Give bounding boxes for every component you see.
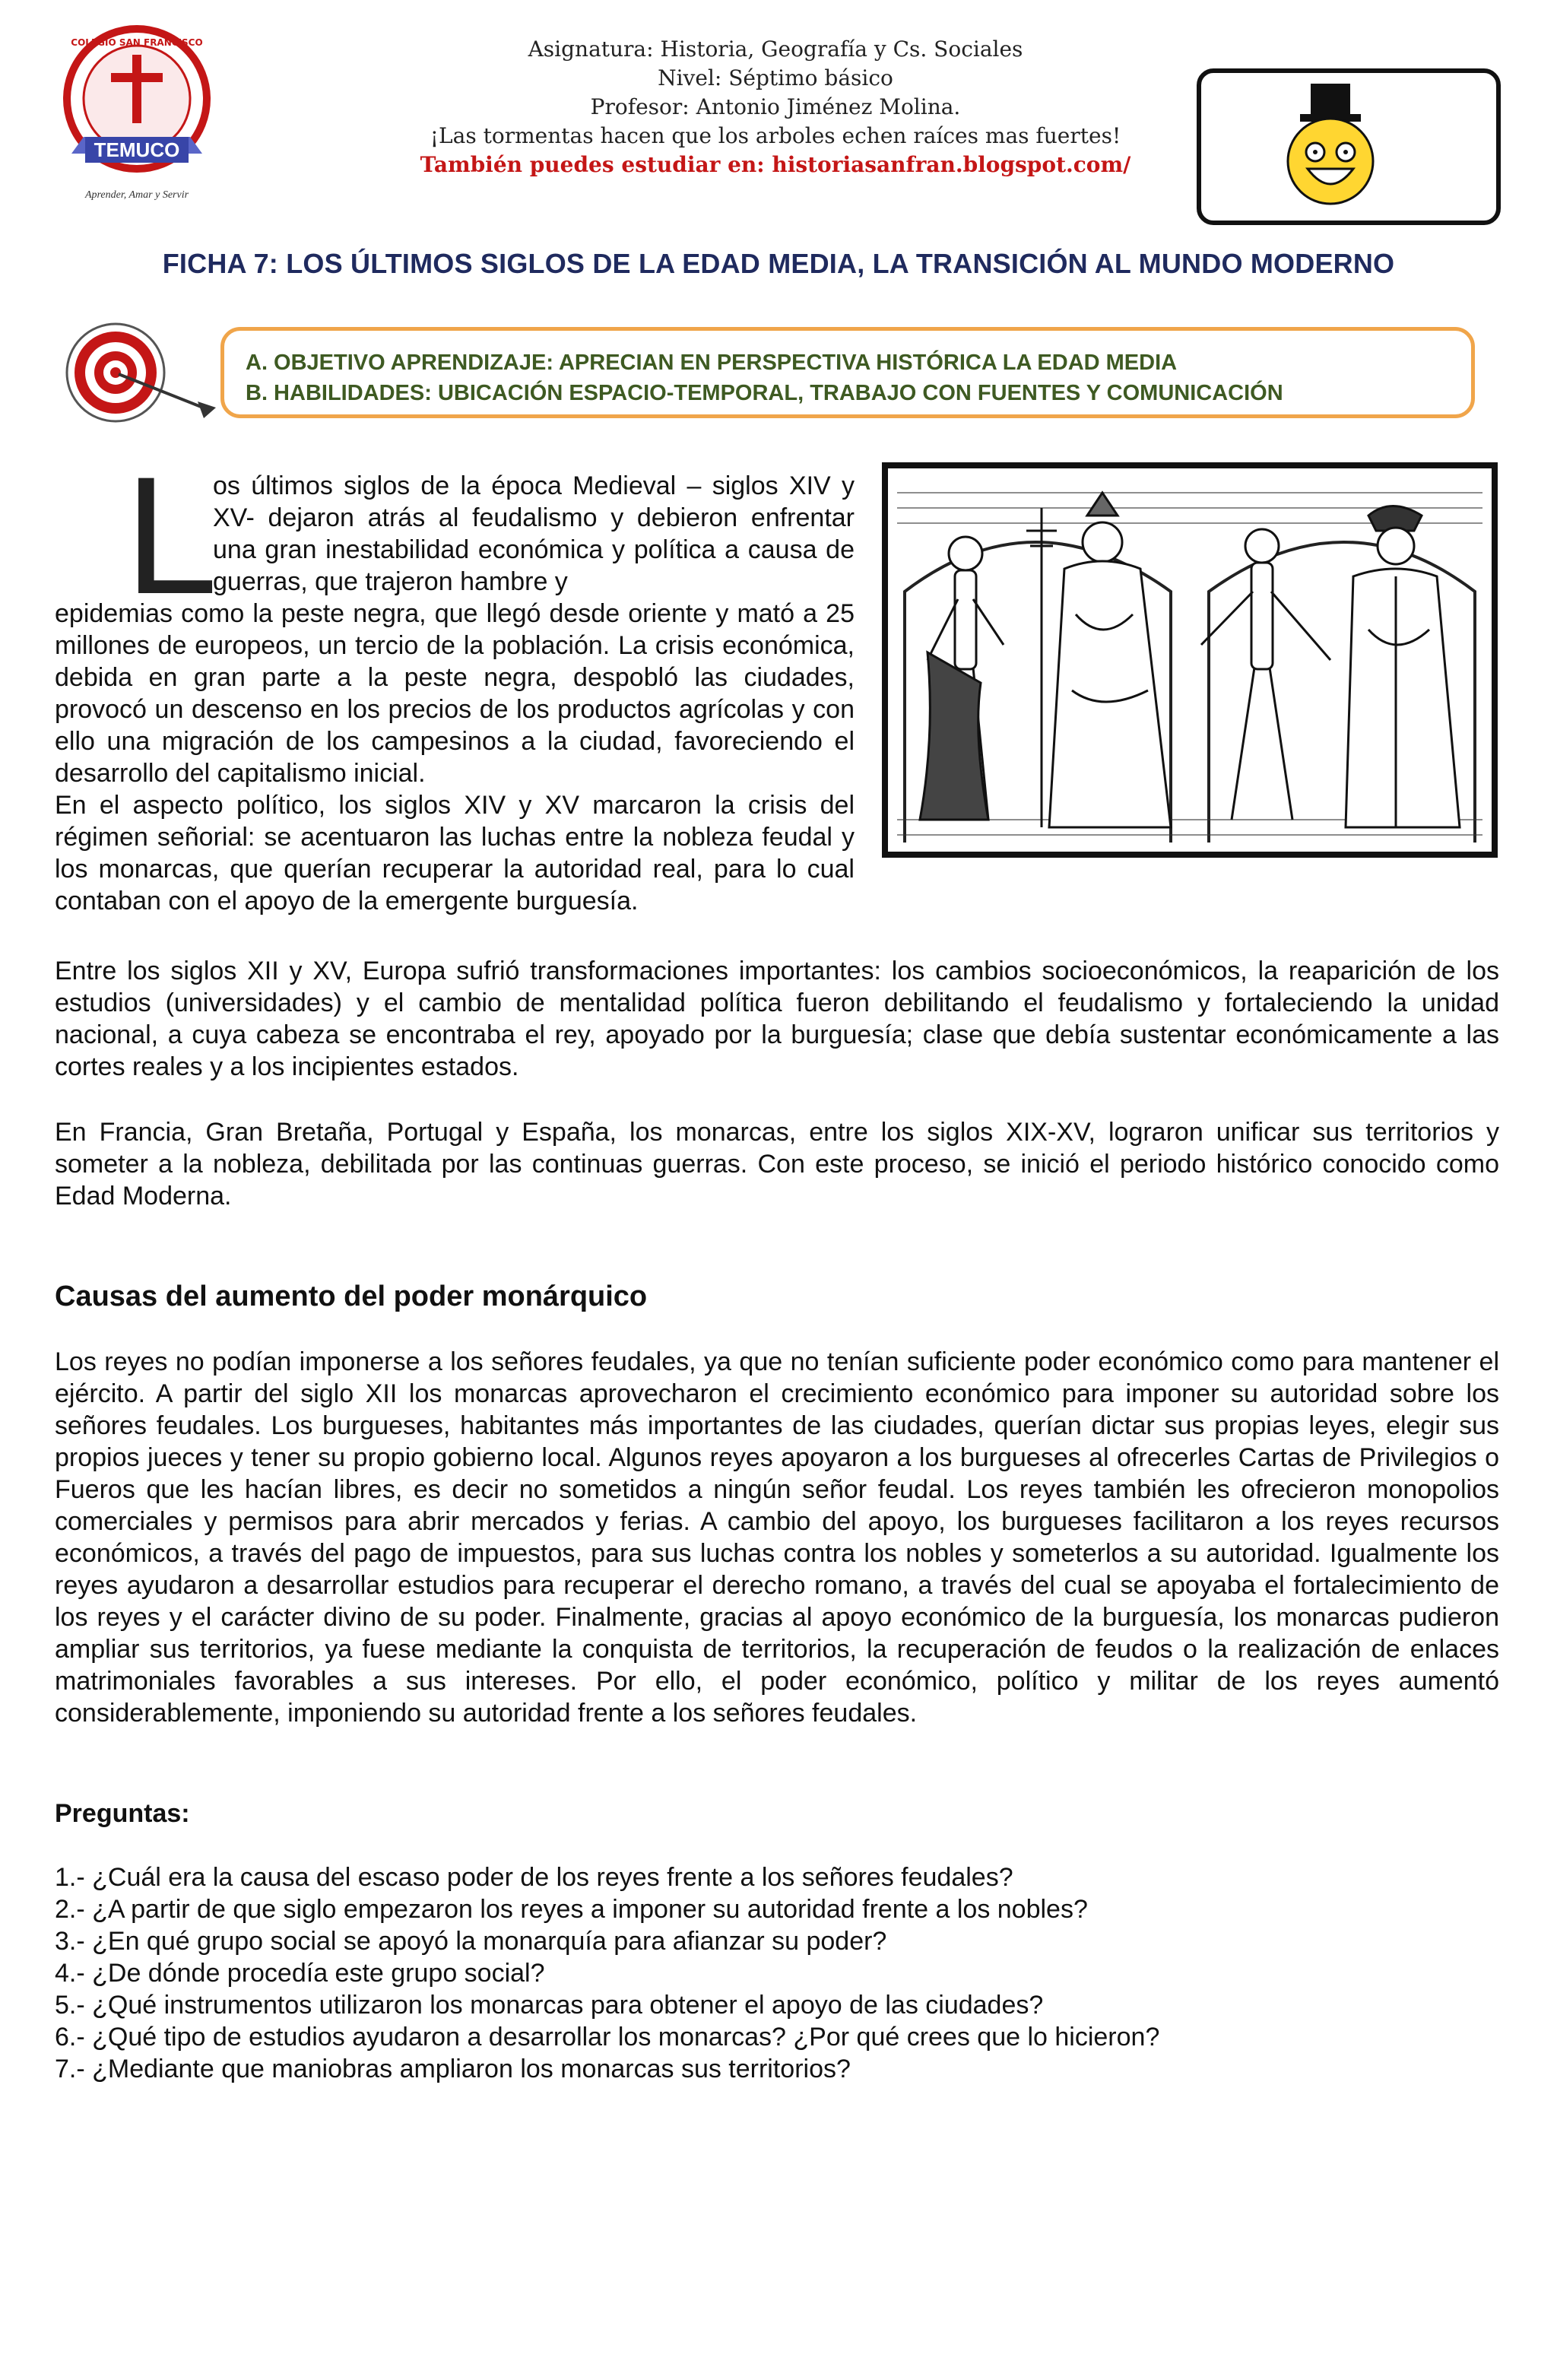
- intro-paragraph: [55, 598, 855, 917]
- header-quote: ¡Las tormentas hacen que los arboles echen raíces mas fuertes!: [430, 123, 1121, 148]
- danse-macabre-woodcut-image: [882, 462, 1498, 858]
- question-item: 3.- ¿En qué grupo social se apoyó la monarquía para afianzar su poder?: [55, 1927, 887, 1956]
- transformations-paragraph: Entre los siglos XII y XV, Europa sufrió transformaciones importantes: los cambios socioeconómicos, la reaparición de los estudios (universidades) y el cambio de mentalidad política fueron debilitando el feudalismo y fortaleciendo la unidad nacional, a cuya cabeza se encontraba el rey, apoyado por la burguesía; clase que debía sustentar económicamente a las cortes reales y a los incipientes estados.: [55, 957, 1499, 1081]
- question-item: 4.- ¿De dónde procedía este grupo social?: [55, 1959, 545, 1988]
- section-heading: Causas del aumento del poder monárquico: [55, 1280, 648, 1312]
- question-item: 6.- ¿Qué tipo de estudios ayudaron a desarrollar los monarcas? ¿Por qué crees que lo hicieron?: [55, 2023, 1160, 2052]
- header-blog-link[interactable]: También puedes estudiar en: historiasanfran.blogspot.com/: [420, 152, 1131, 177]
- questions-heading: Preguntas:: [55, 1799, 190, 1828]
- target-icon: [55, 319, 222, 426]
- header-teacher: Profesor: Antonio Jiménez Molina.: [590, 94, 961, 119]
- question-item: 5.- ¿Qué instrumentos utilizaron los monarcas para obtener el apoyo de las ciudades?: [55, 1991, 1044, 2020]
- page-title: FICHA 7: LOS ÚLTIMOS SIGLOS DE LA EDAD MEDIA, LA TRANSICIÓN AL MUNDO MODERNO: [162, 248, 1395, 279]
- question-item: 2.- ¿A partir de que siglo empezaron los reyes a imponer su autoridad frente a los nobles?: [55, 1895, 1088, 1924]
- header-info: [319, 35, 1232, 179]
- meme-face-icon: [1197, 68, 1492, 216]
- objectives-box: [220, 327, 1475, 418]
- political-paragraph: En el aspecto político, los siglos XIV y XV marcaron la crisis del régimen señorial: se acentuaron las luchas entre la nobleza feudal y los monarcas, que querían recuperar la autoridad real, para lo cual contaban con el apoyo de la emergente burguesía.: [55, 791, 855, 916]
- question-item: 1.- ¿Cuál era la causa del escaso poder de los reyes frente a los señores feudales?: [55, 1863, 1013, 1892]
- causes-paragraph: Los reyes no podían imponerse a los señores feudales, ya que no tenían suficiente poder económico como para mantener el ejército. A partir del siglo XII los monarcas aprovecharon el crecimiento económico para imponer su autoridad sobre los señores feudales. Los burgueses, habitantes más importantes de las ciudades, querían dictar sus propias leyes, elegir sus propios jueces y tener su propio gobierno local. Algunos reyes apoyaron a los burgueses al ofrecerles Cartas de Privilegios o Fueros que les hacían libres, es decir no sometidos a ningún señor feudal. Los reyes también les ofrecieron monopolios comerciales y permisos para abrir mercados y ferias. A cambio del apoyo, los burgueses facilitaron a los reyes recursos económicos, a través del pago de impuestos, para sus luchas contra los nobles y someterlos a su autoridad. Igualmente los reyes ayudaron a desarrollar estudios para recuperar el derecho romano, a través del cual se apoyaba el fortalecimiento de los reyes y el carácter divino de su poder. Finalmente, gracias al apoyo económico de la burguesía, los monarcas pudieron ampliar sus territorios, ya fuese mediante la conquista de territorios, la recuperación de feudos o la realización de enlaces matrimoniales favorables a sus intereses. Por ello, el poder económico, político y militar de los reyes aumentó considerablemente, imponiendo su autoridad frente a los señores feudales.: [55, 1347, 1499, 1728]
- logo-ring-text: COLEGIO SAN FRANCISCO: [71, 37, 203, 48]
- questions-list: [55, 1861, 1499, 2085]
- unification-paragraph: En Francia, Gran Bretaña, Portugal y España, los monarcas, entre los siglos XIX-XV, lograron unificar sus territorios y someter a la nobleza, debilitada por las continuas guerras. Con este proceso, se inició el periodo histórico conocido como Edad Moderna.: [55, 1118, 1499, 1211]
- objective-learning: A. OBJETIVO APRENDIZAJE: APRECIAN EN PERSPECTIVA HISTÓRICA LA EDAD MEDIA: [246, 351, 1178, 375]
- meme-box: [1197, 68, 1501, 225]
- logo-label: TEMUCO: [94, 138, 180, 161]
- school-logo: [53, 23, 220, 221]
- question-item: 7.- ¿Mediante que maniobras ampliaron los monarcas sus territorios?: [55, 2055, 851, 2083]
- objective-skills: B. HABILIDADES: UBICACIÓN ESPACIO-TEMPORAL, TRABAJO CON FUENTES Y COMUNICACIÓN: [246, 381, 1283, 405]
- header-level: Nivel: Séptimo básico: [658, 65, 893, 90]
- logo-motto: Aprender, Amar y Servir: [84, 189, 189, 201]
- header-subject: Asignatura: Historia, Geografía y Cs. Sociales: [528, 36, 1023, 62]
- intro-paragraph-start: os últimos siglos de la época Medieval – siglos XIV y XV- dejaron atrás al feudalismo y debieron enfrentar una gran inestabilidad económica y política a causa de guerras, que trajeron hambre y: [213, 471, 855, 596]
- drop-cap: L: [125, 442, 218, 629]
- intro-paragraph-rest: epidemias como la peste negra, que llegó desde oriente y mató a 25 millones de europeos, un tercio de la población. La crisis económica, debida en gran parte a la peste negra, despobló las ciudades, provocó un descenso en los precios de los productos agrícolas y con ello una migración de los campesinos a la ciudad, favoreciendo el desarrollo del capitalismo inicial.: [55, 599, 855, 788]
